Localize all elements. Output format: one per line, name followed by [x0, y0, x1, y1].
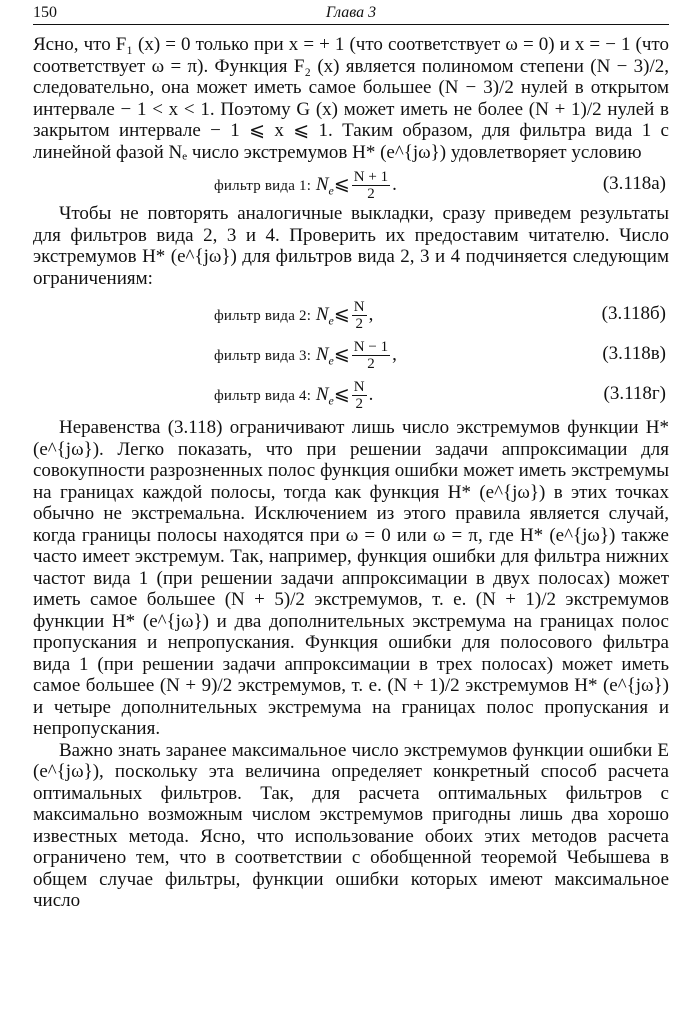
formula-label: фильтр вида 3: — [214, 347, 312, 364]
formula-label: фильтр вида 1: — [214, 177, 312, 194]
formula-label: фильтр вида 2: — [214, 307, 312, 324]
fraction-denominator: 2 — [367, 186, 375, 202]
formula-3-118g — [33, 373, 669, 413]
equation-number: (3.118а) — [602, 173, 666, 194]
fraction-numerator: N + 1 — [353, 169, 389, 185]
formula-3-118a — [33, 163, 669, 203]
fraction-denominator: 2 — [355, 316, 363, 332]
formula-label: фильтр вида 4: — [214, 387, 312, 404]
formula-tail: , — [392, 343, 397, 365]
formula-sub: e — [328, 183, 334, 198]
fraction — [352, 379, 367, 412]
running-head: Глава 3 — [325, 4, 377, 21]
fraction — [352, 339, 390, 372]
formula-sub: e — [328, 353, 334, 368]
formula-tail: . — [392, 173, 397, 195]
fraction-numerator: N — [353, 299, 365, 315]
formula-lhs: N — [315, 173, 329, 195]
fraction — [352, 299, 367, 332]
page-number: 150 — [33, 4, 57, 21]
paragraph-1: Ясно, что F₁ (x) = 0 только при x = + 1 (что соответствует ω = 0) и x = − 1 (что соответствует ω = π). Функция F₂ (x) является полиномом степени (N − 3)/2, следовательно, она может иметь самое большее (N − 3)/2 нулей в открытом интервале − 1 < x < 1. Поэтому G (x) может иметь не более (N + 1)/2 нулей в закрытом интервале − 1 ⩽ x ⩽ 1. Таким образом, для фильтра вида 1 с линейной фазой Nₑ число экстремумов H* (e^{jω}) удовлетворяет условию — [33, 34, 669, 163]
formula-lhs: N — [315, 383, 329, 405]
fraction — [352, 169, 390, 202]
formula-sub: e — [328, 393, 334, 408]
formula-lhs: N — [315, 343, 329, 365]
formula-3-118v — [33, 333, 669, 373]
equation-number: (3.118г) — [603, 383, 666, 404]
formula-3-118b — [33, 293, 669, 333]
formula-sub: e — [328, 313, 334, 328]
formula-relation: ⩽ — [333, 303, 350, 325]
formula-tail: . — [368, 383, 374, 405]
fraction-numerator: N — [353, 379, 365, 395]
formula-lhs: N — [315, 303, 329, 325]
paragraph-2: Чтобы не повторять аналогичные выкладки, сразу приведем результаты для фильтров вида 2, 3 и 4. Проверить их предоставим читателю. Число экстремумов H* (e^{jω}) для фильтров вида 2, 3 и 4 подчиняется следующим ограничениям: — [33, 203, 669, 289]
paragraph-3: Неравенства (3.118) ограничивают лишь число экстремумов функции H* (e^{jω}). Легко показать, что при решении задачи аппроксимации для совокупности разрозненных полос функция ошибки может иметь экстремумы на границах каждой полосы, тогда как функция H* (e^{jω}) в этих точках обычно не экстремальна. Исключением из этого правила является случай, когда границы полосы находятся при ω = 0 или ω = π, где H* (e^{jω}) также часто имеет экстремум. Так, например, функция ошибки для фильтра нижних частот вида 1 (при решении задачи аппроксимации в двух полосах) может иметь самое большее (N + 5)/2 экстремумов, т. е. (N + 1)/2 экстремумов функции H* (e^{jω}) и два дополнительных экстремума на границах полос пропускания и непропускания. Функция ошибки для полосового фильтра вида 1 (при решении задачи аппроксимации в трех полосах) может иметь самое большее (N + 9)/2 экстремумов, т. е. (N + 1)/2 экстремумов H* (e^{jω}) и четыре дополнительных экстремума на границах полос пропускания и непропускания. — [33, 417, 669, 739]
formula-relation: ⩽ — [333, 343, 350, 365]
fraction-denominator: 2 — [355, 396, 363, 412]
formula-relation: ⩽ — [333, 383, 350, 405]
page-header — [33, 2, 669, 25]
formula-tail: , — [368, 303, 374, 325]
fraction-denominator: 2 — [367, 356, 375, 372]
fraction-numerator: N − 1 — [353, 339, 389, 355]
equation-number: (3.118б) — [601, 303, 666, 324]
equation-number: (3.118в) — [602, 343, 666, 364]
paragraph-4: Важно знать заранее максимальное число экстремумов функции ошибки E (e^{jω}), поскольку эта величина определяет конкретный способ расчета оптимальных фильтров. Так, для расчета оптимальных фильтров с максимально возможным числом экстремумов пригодны лишь два хорошо известных метода. Ясно, что использование обоих этих методов расчета ограничено тем, что в соответствии с обобщенной теоремой Чебышева в общем случае фильтры, функции ошибки которых имеют максимальное число — [33, 739, 669, 911]
page-body — [33, 34, 669, 912]
formula-relation: ⩽ — [333, 173, 350, 195]
